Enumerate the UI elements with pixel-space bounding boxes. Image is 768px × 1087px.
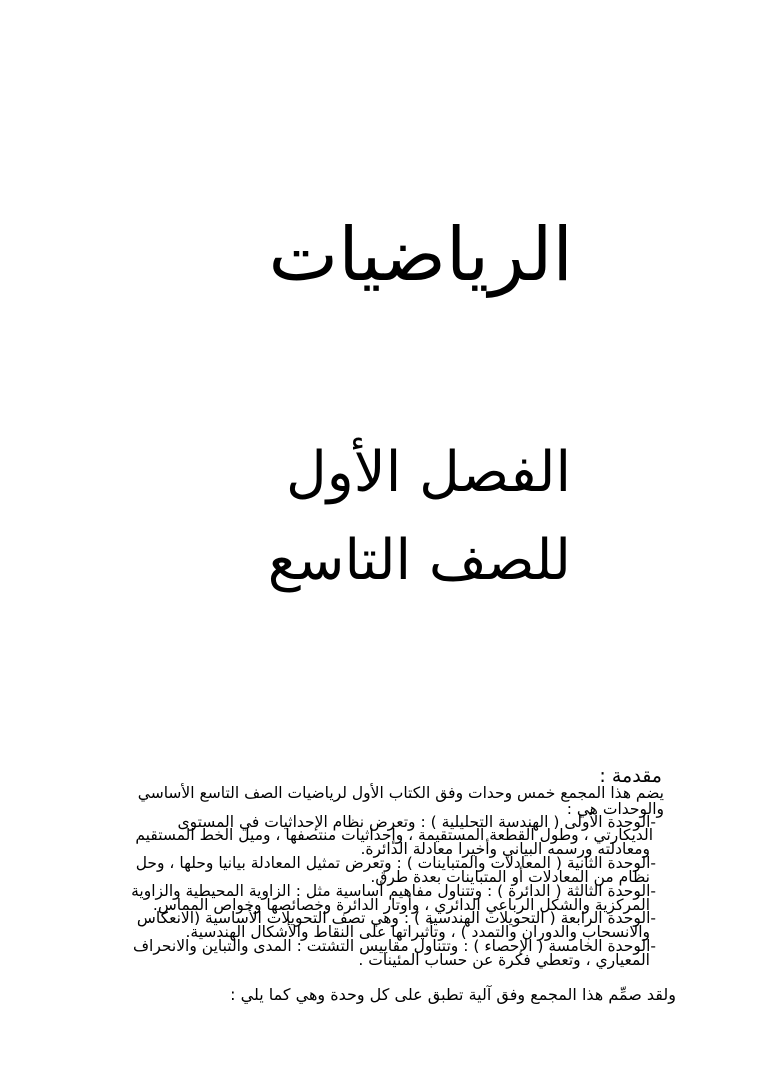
subtitle-line-2: للصف التاسع <box>267 528 571 593</box>
closing-line: ولقد صمِّم هذا المجمع وفق آلية تطبق على كل وحدة وهي كما يلي : <box>230 985 676 1004</box>
intro-heading: مقدمة : <box>599 765 662 787</box>
intro-line: المعياري ، وتعطي فكرة عن حساب المئينات . <box>358 951 650 969</box>
intro-line: نظام من المعادلات أو المتباينات بعدة طرق. <box>370 868 650 886</box>
intro-line: -الوحدة الثانية ( المعادلات والمتباينات ) : وتعرض تمثيل المعادلة بيانيا وحلها ، وحل <box>135 854 656 872</box>
intro-line: والوحدات هي : <box>566 800 664 818</box>
subtitle-line-1: الفصل الأول <box>286 440 571 505</box>
intro-line: المركزية والشكل الرباعي الدائري ، وأوتار الدائرة وخصائصها وخواص المماس. <box>152 896 650 914</box>
intro-line: يضم هذا المجمع خمس وحدات وفق الكتاب الأول لرياضيات الصف التاسع الأساسي <box>137 784 664 802</box>
intro-line: -الوحدة الخامسة ( الإحصاء ) : وتتناول مقاييس التشتت : المدى والتباين والانحراف <box>132 937 656 955</box>
intro-line: -الوحدة الثالثة ( الدائرة ) : وتتناول مفاهيم أساسية مثل : الزاوية المحيطية والزاوية <box>131 882 656 900</box>
intro-line: -الوحدة الأولى ( الهندسة التحليلية ) : وتعرض نظام الإحداثيات في المستوى <box>177 813 656 831</box>
intro-line: ومعادلته ورسمه البياني وأخيرا معادلة الدائرة. <box>360 840 650 858</box>
intro-line: -الوحدة الرابعة ( التحويلات الهندسية ) : وهي تصف التحويلات الأساسية (الانعكاس <box>136 909 656 927</box>
page-title: الرياضيات <box>268 212 573 298</box>
intro-line: الديكارتي ، وطول القطعة المستقيمة ، وإحداثيات منتصفها ، وميل الخط المستقيم <box>135 826 653 844</box>
intro-line: والانسحاب والدوران والتمدد ) ، وتأثيراتها على النقاط والأشكال الهندسية. <box>185 923 650 941</box>
